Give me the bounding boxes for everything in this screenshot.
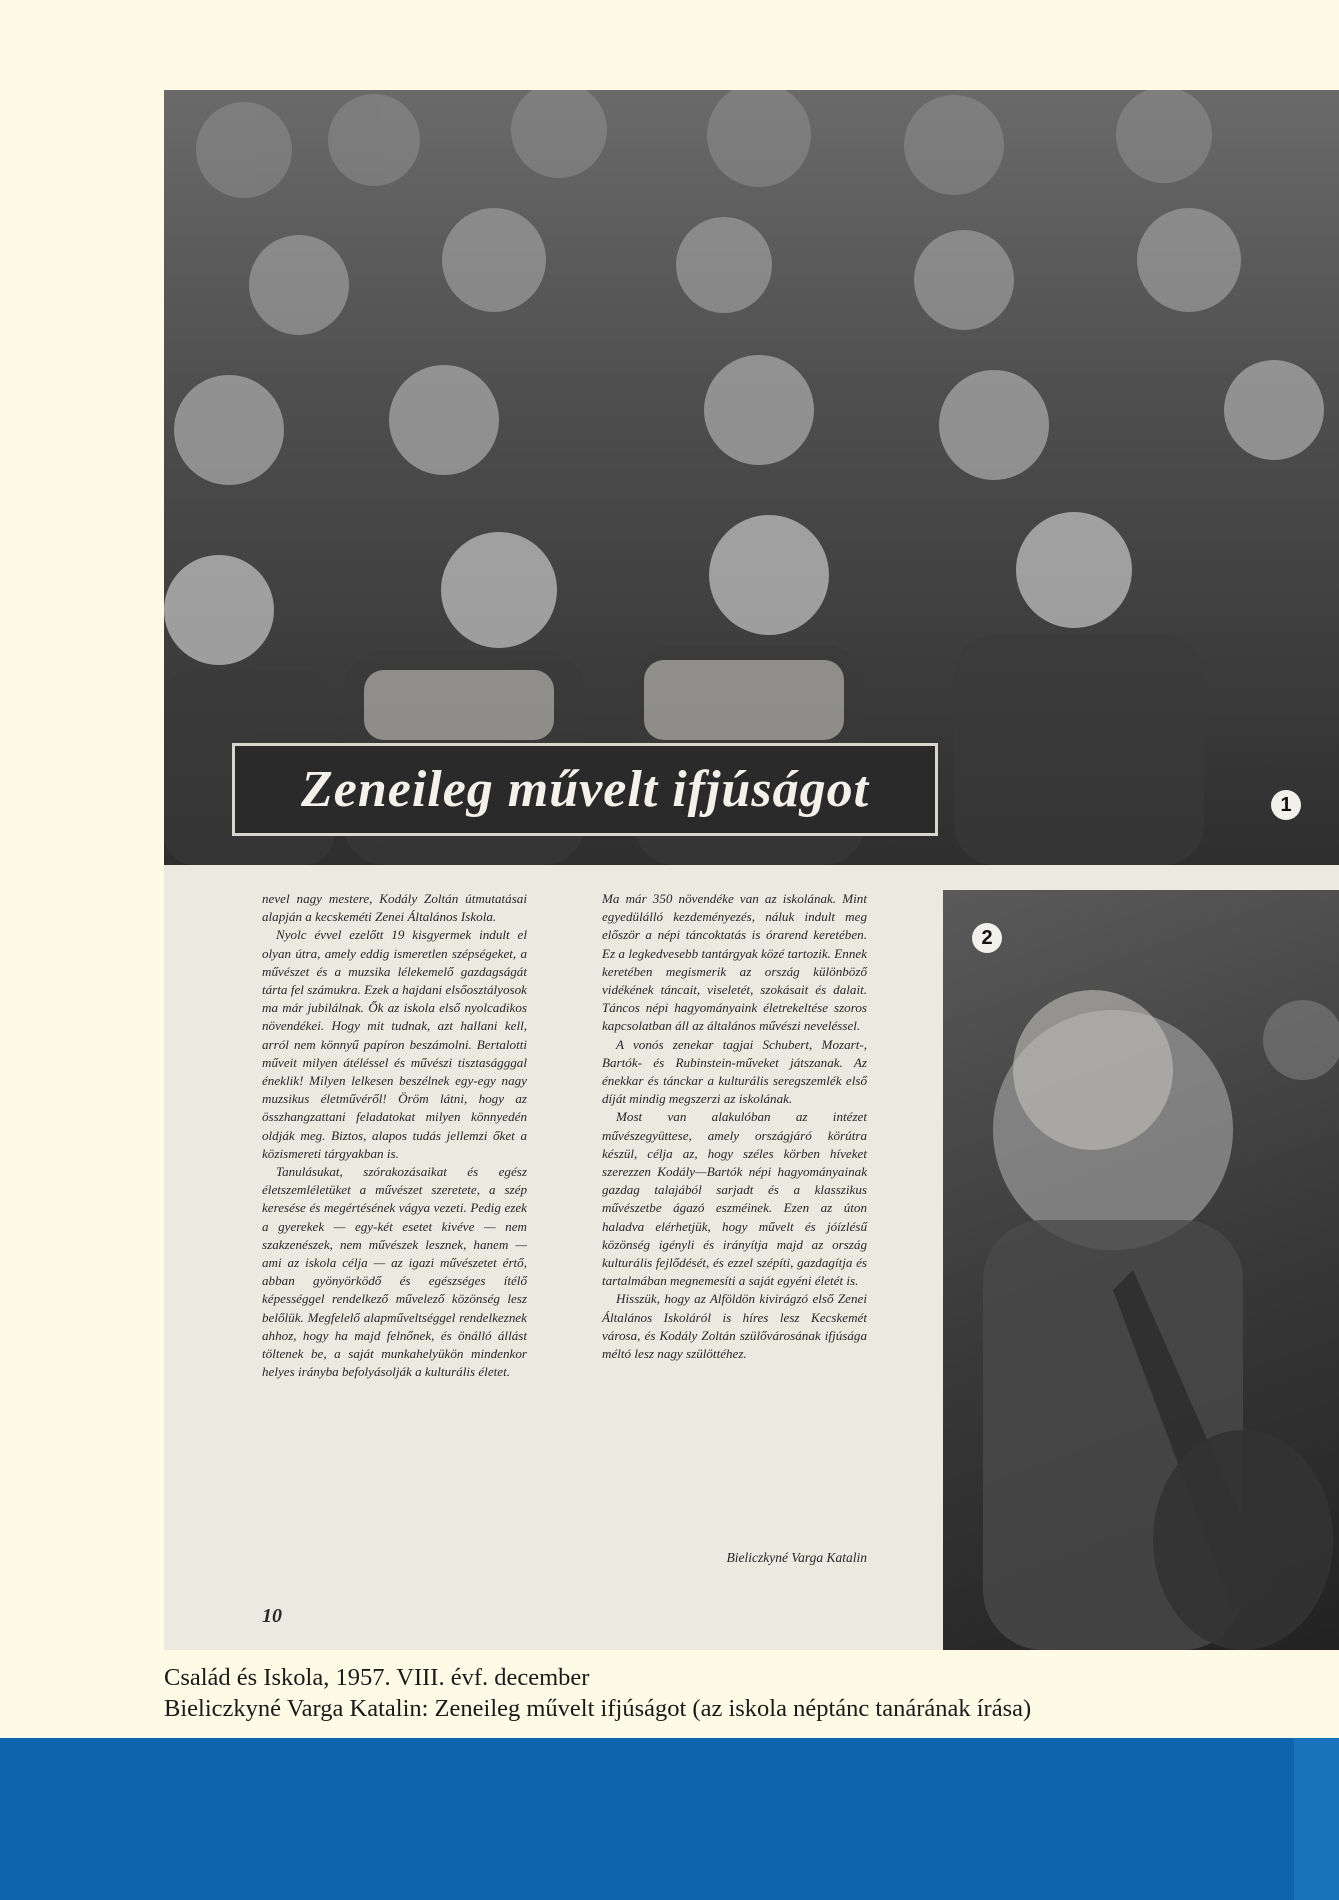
article-paragraph: Nyolc évvel ezelőtt 19 kisgyermek indult el olyan útra, amely eddig ismeretlen szépségeket, a művészet és a muzsika lélekemelő gazdagságát tárta fel számukra. Ezek a hajdani elsőosztályosok ma már jubilálnak. Ők az iskola első nyolcadikos növendékei. Hogy mit tudnak, azt hallani kell, arról nem könnyű papíron beszámolni. Bertalotti műveit milyen átéléssel és művészi tisztaságggal éneklik! Milyen lelkesen beszélnek egy-egy nagy muzsikus életművéről! Öröm látni, hogy az összhangzattani feladatokat milyen könnyedén oldják meg. Biztos, alapos tudás jellemzi őket a közismereti tárgyakban is. <box>262 927 527 1161</box>
article-paragraph: A vonós zenekar tagjai Schubert, Mozart-, Bartók- és Rubinstein-műveket játszanak. Az énekkar és tánckar a kulturális seregszemlék első díját mindig megszerzi az iskolának. <box>602 1036 867 1107</box>
article-paragraph: Most van alakulóban az intézet művészegyüttese, amely országjáró körútra készül, célja az, hogy széles körben híveket szerezzen Kodály—Bartók népi hagyományainak gazdag talajából sarjadt és a klasszikus művészetbe ágazó eszméinek. Ezen az úton haladva elérhetjük, hogy művelt és jóízlésű közönség igényli és irányítja majd az ország kulturális fejlődését, és ezzel szépíti, gazdagítja és tartalmában megnemesíti a saját egyéni életét is. <box>602 1109 867 1289</box>
article-column-2 <box>602 890 867 1363</box>
footer-band <box>0 1738 1339 1900</box>
page-number: 10 <box>262 1605 282 1627</box>
article-paragraph: nevel nagy mestere, Kodály Zoltán útmutatásai alapján a kecskeméti Zenei Általános Iskola. <box>262 891 527 925</box>
article-paragraph: Ma már 350 növendéke van az iskolának. Mint egyedülálló kezdeményezés, náluk indult meg először a népi táncoktatás is órarend keretében. Ez a legkedvesebb tantárgyak közé tartozik. Ennek keretében megismerik az ország különböző vidékének táncait, viseletét, szokásait és dalait. Táncos népi hagyományaink életrekeltése szoros kapcsolatban áll az általános művészi neveléssel. <box>602 891 867 1034</box>
article-paragraph: Hisszük, hogy az Alföldön kivirágzó első Zenei Általános Iskoláról is híres lesz Kecskemét városa, és Kodály Zoltán szülővárosának ifjúsága méltó lesz nagy szülöttéhez. <box>602 1291 867 1362</box>
newspaper-clipping <box>164 90 1339 1650</box>
article-author-signature: Bieliczkyné Varga Katalin <box>726 1550 867 1565</box>
article-column-1 <box>262 890 527 1381</box>
photo-number-badge-1: 1 <box>1271 790 1301 820</box>
article-headline: Zeneileg művelt ifjúságot <box>300 761 870 818</box>
caption-source-line: Család és Iskola, 1957. VIII. évf. december <box>164 1664 590 1691</box>
cello-girl-photo <box>943 890 1339 1650</box>
footer-stripe <box>1294 1738 1339 1900</box>
photo-number-badge-2: 2 <box>972 923 1002 953</box>
article-paragraph: Tanulásukat, szórakozásaikat és egész életszemléletüket a művészet szeretete, a szép keresése és megértésének vágya vezeti. Pedig ezek a gyerekek — egy-két esetet kivéve — nem szakzenészek, nem művészek lesznek, hanem — ami az iskola célja — az igazi művészetet értő, abban gyönyörködő és egészséges ítélő képességgel rendelkező művelező közönség lesz belőlük. Megfelelő alapműveltséggel rendelkeznek ahhoz, hogy ha majd felnőnek, és önálló állást töltenek be, a saját munkahelyükön mindenkor helyes irányba befolyásolják a kulturális életet. <box>262 1164 527 1380</box>
caption-title-line: Bieliczkyné Varga Katalin: Zeneileg művelt ifjúságot (az iskola néptánc tanárának írása) <box>164 1695 1032 1722</box>
image-caption <box>164 1662 1324 1724</box>
headline-banner <box>232 743 938 836</box>
cello-girl-illustration <box>943 890 1339 1650</box>
